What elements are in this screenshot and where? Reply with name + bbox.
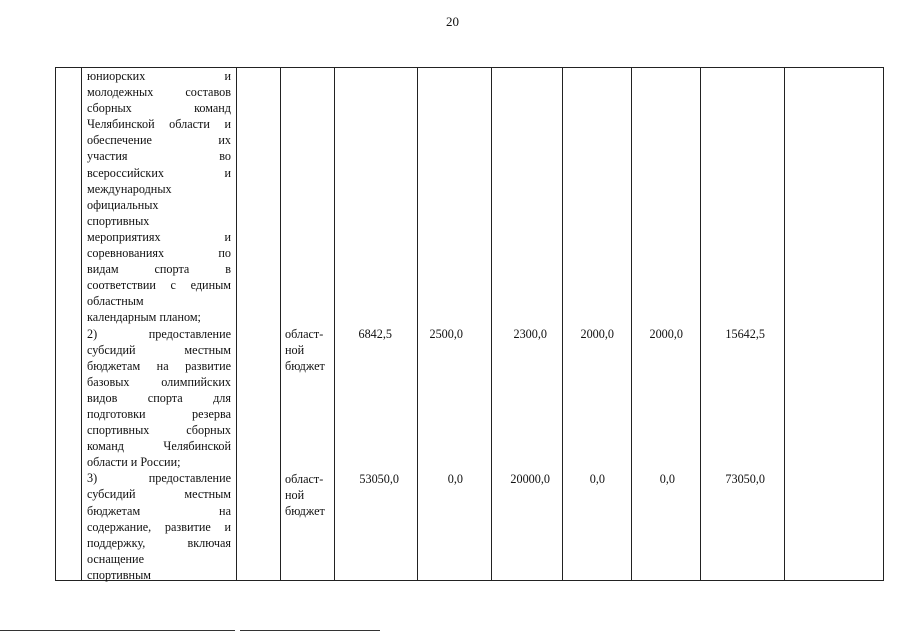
description-line: областным	[87, 294, 144, 309]
description-line: бюджетам на развитие	[87, 358, 231, 373]
amount-cell: 0,0	[589, 472, 605, 486]
footer-rule	[240, 630, 380, 631]
amount-cell: 0,0	[659, 472, 675, 486]
amount-cell: 2500,0	[429, 327, 463, 341]
description-line: спортивных сборных	[87, 423, 231, 438]
description-line: юниорских и	[87, 69, 231, 83]
description-line: содержание, развитие и	[87, 519, 231, 534]
description-line: обеспечение их	[87, 133, 231, 148]
funding-source-line: бюджет	[285, 359, 325, 374]
column-divider	[280, 68, 281, 580]
description-line: базовых олимпийских	[87, 374, 231, 389]
amount-cell: 20000,0	[510, 472, 550, 486]
amount-cell: 6842,5	[358, 327, 392, 341]
description-line: видам спорта в	[87, 262, 231, 277]
amount-cell: 2000,0	[649, 327, 683, 341]
description-line: подготовки резерва	[87, 406, 231, 421]
measure-description	[87, 68, 231, 583]
description-line: участия во	[87, 149, 231, 164]
column-divider	[562, 68, 563, 580]
amount-cell: 0,0	[447, 472, 463, 486]
funding-source-line: ной	[285, 343, 305, 358]
column-divider	[784, 68, 785, 580]
page-number: 20	[446, 14, 459, 29]
description-line: соревнованиях по	[87, 246, 231, 261]
description-line: календарным планом;	[87, 310, 201, 325]
funding-source-line: област-	[285, 327, 324, 341]
funding-source	[285, 326, 325, 374]
description-line: 3) предоставление	[87, 471, 231, 486]
column-divider	[700, 68, 701, 580]
funding-source-line: бюджет	[285, 504, 325, 519]
column-divider	[334, 68, 335, 580]
description-line: команд Челябинской	[87, 439, 231, 454]
amount-cell: 2300,0	[513, 327, 547, 341]
description-line: бюджетам на	[87, 503, 231, 518]
description-line: молодежных составов	[87, 85, 231, 100]
column-divider	[631, 68, 632, 580]
description-line: международных	[87, 181, 172, 196]
description-line: всероссийских и	[87, 165, 231, 180]
column-divider	[81, 68, 82, 580]
description-line: спортивным	[87, 567, 151, 582]
column-divider	[236, 68, 237, 580]
description-line: субсидий местным	[87, 487, 231, 502]
description-line: оснащение	[87, 551, 144, 566]
total-cell: 73050,0	[725, 472, 765, 486]
description-line: соответствии с единым	[87, 278, 231, 293]
funding-source	[285, 471, 325, 519]
description-line: сборных команд	[87, 101, 231, 116]
description-line: официальных	[87, 197, 159, 212]
description-line: мероприятиях и	[87, 229, 231, 244]
amount-cell: 2000,0	[580, 327, 614, 341]
total-cell: 15642,5	[725, 327, 765, 341]
column-divider	[417, 68, 418, 580]
description-line: поддержку, включая	[87, 535, 231, 550]
description-line: 2) предоставление	[87, 326, 231, 341]
description-line: спортивных	[87, 213, 150, 228]
description-line: субсидий местным	[87, 342, 231, 357]
description-line: видов спорта для	[87, 390, 231, 405]
amount-cell: 53050,0	[359, 472, 399, 486]
column-divider	[491, 68, 492, 580]
description-line: области и России;	[87, 455, 181, 470]
funding-source-line: ной	[285, 488, 305, 503]
description-line: Челябинской области и	[87, 117, 231, 132]
funding-source-line: област-	[285, 472, 324, 486]
footer-rule	[0, 630, 235, 631]
